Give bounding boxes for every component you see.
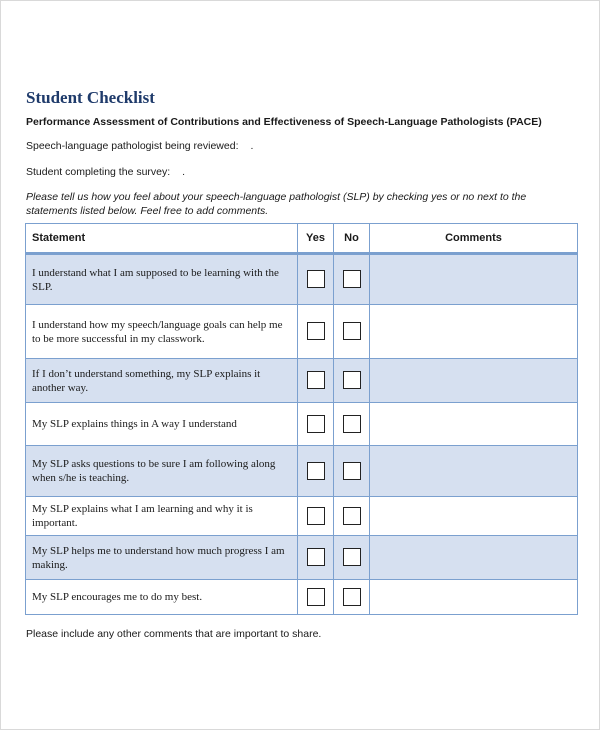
yes-checkbox[interactable] [307, 371, 325, 389]
table-header-row [26, 224, 578, 254]
student-name-field[interactable] [26, 166, 185, 178]
yes-checkbox[interactable] [307, 462, 325, 480]
comments-cell[interactable] [370, 446, 578, 497]
no-checkbox[interactable] [343, 270, 361, 288]
no-checkbox[interactable] [343, 371, 361, 389]
footer-note: Please include any other comments that are important to share. [26, 628, 322, 640]
table-row [26, 580, 578, 615]
statement-cell: My SLP encourages me to do my best. [26, 580, 298, 615]
page-subtitle: Performance Assessment of Contributions and Effectiveness of Speech-Language Pathologists (PACE) [26, 116, 542, 128]
yes-checkbox[interactable] [307, 322, 325, 340]
statement-cell: My SLP helps me to understand how much progress I am making. [26, 536, 298, 580]
statement-cell: I understand what I am supposed to be learning with the SLP. [26, 254, 298, 305]
comments-cell[interactable] [370, 536, 578, 580]
no-checkbox[interactable] [343, 322, 361, 340]
comments-cell[interactable] [370, 305, 578, 359]
yes-checkbox[interactable] [307, 507, 325, 525]
comments-cell[interactable] [370, 403, 578, 446]
student-name-blank[interactable]: . [182, 166, 186, 178]
slp-reviewed-blank[interactable]: . [250, 140, 254, 152]
comments-cell[interactable] [370, 580, 578, 615]
slp-reviewed-field[interactable] [26, 140, 253, 152]
yes-checkbox[interactable] [307, 415, 325, 433]
no-checkbox[interactable] [343, 462, 361, 480]
no-checkbox[interactable] [343, 415, 361, 433]
yes-checkbox[interactable] [307, 548, 325, 566]
instructions: Please tell us how you feel about your speech-language pathologist (SLP) by checking yes or no next to the statements listed below. Feel free to add comments. [26, 191, 527, 217]
comments-cell[interactable] [370, 497, 578, 536]
table-row [26, 497, 578, 536]
yes-checkbox[interactable] [307, 270, 325, 288]
no-checkbox[interactable] [343, 588, 361, 606]
table-row [26, 305, 578, 359]
statement-cell: If I don’t understand something, my SLP explains it another way. [26, 359, 298, 403]
header-no: No [334, 224, 370, 254]
statement-cell: I understand how my speech/language goals can help me to be more successful in my classwork. [26, 305, 298, 359]
page-title: Student Checklist [26, 88, 155, 107]
comments-cell[interactable] [370, 359, 578, 403]
yes-checkbox[interactable] [307, 588, 325, 606]
table-row [26, 403, 578, 446]
table-row [26, 446, 578, 497]
checklist-table [25, 223, 578, 615]
no-checkbox[interactable] [343, 507, 361, 525]
header-comments: Comments [370, 224, 578, 254]
table-row [26, 254, 578, 305]
slp-reviewed-label: Speech-language pathologist being reviewed: [26, 140, 239, 152]
statement-cell: My SLP asks questions to be sure I am following along when s/he is teaching. [26, 446, 298, 497]
table-row [26, 359, 578, 403]
comments-cell[interactable] [370, 254, 578, 305]
table-row [26, 536, 578, 580]
no-checkbox[interactable] [343, 548, 361, 566]
statement-cell: My SLP explains things in A way I understand [26, 403, 298, 446]
statement-cell: My SLP explains what I am learning and why it is important. [26, 497, 298, 536]
student-name-label: Student completing the survey: [26, 166, 171, 178]
header-statement: Statement [26, 224, 298, 254]
header-yes: Yes [298, 224, 334, 254]
